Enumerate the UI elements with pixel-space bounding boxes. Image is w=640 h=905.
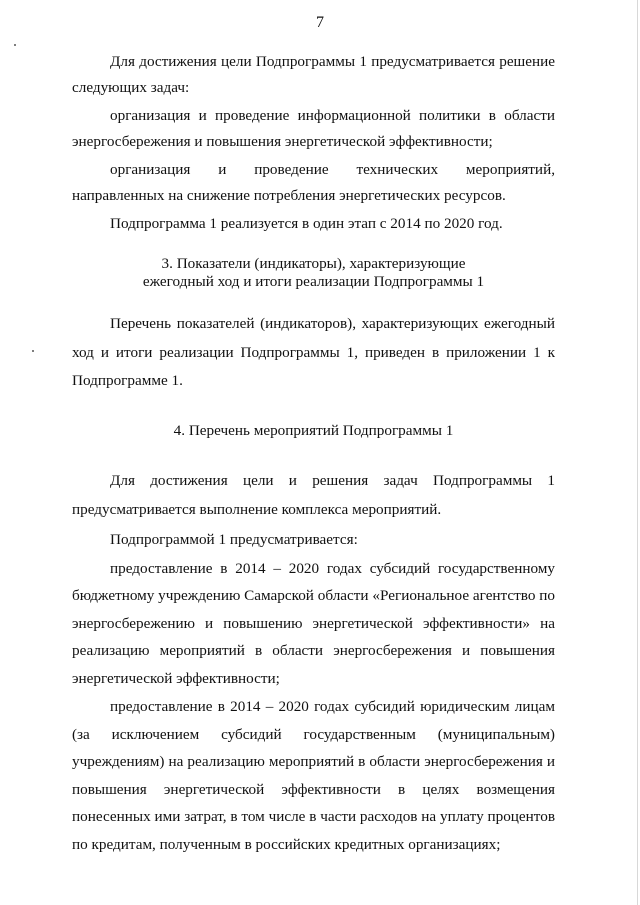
intro-paragraph-goal: Для достижения цели Подпрограммы 1 предусматривается решение следующих задач: bbox=[72, 53, 555, 96]
document-body bbox=[72, 49, 555, 858]
section-3-heading bbox=[72, 255, 555, 291]
section-4-paragraph-intro: Для достижения цели и решения задач Подпрограммы 1 предусматривается выполнение комплекса мероприятий. bbox=[72, 471, 555, 518]
page-number: 7 bbox=[316, 14, 324, 31]
intro-paragraph-stage: Подпрограмма 1 реализуется в один этап с 2014 по 2020 год. bbox=[110, 215, 503, 232]
scan-speck bbox=[32, 350, 34, 352]
section-4-paragraph-provides: Подпрограммой 1 предусматривается: bbox=[110, 530, 358, 548]
section-4-paragraph-subsidy-agency: предоставление в 2014 – 2020 годах субсидий государственному бюджетному учреждению Самарской области «Региональное агентство по энергосбережению и повышению энергетической эффективности» на реализацию мероприятий в области энергосбережения и повышения энергетической эффективности; bbox=[72, 559, 555, 687]
section-3-paragraph: Перечень показателей (индикаторов), характеризующих ежегодный ход и итоги реализации Подпрограммы 1, приведен в приложении 1 к Подпрограмме 1. bbox=[72, 315, 555, 389]
section-4-paragraph-subsidy-legal-entities: предоставление в 2014 – 2020 годах субсидий юридическим лицам (за исключением субсидий государственным (муниципальным) учреждениям) на реализацию мероприятий в области энергосбережения и повышения энергетической эффективности в целях возмещения понесенных ими затрат, в том числе в части расходов на уплату процентов по кредитам, полученным в российских кредитных организациях; bbox=[72, 698, 555, 853]
section-4-heading: 4. Перечень мероприятий Подпрограммы 1 bbox=[173, 421, 454, 439]
scan-speck bbox=[14, 44, 16, 46]
section-3-heading-line-2: ежегодный ход и итоги реализации Подпрограммы 1 bbox=[142, 273, 485, 290]
page-edge bbox=[637, 0, 638, 905]
section-3-heading-line-1: 3. Показатели (индикаторы), характеризующие bbox=[161, 255, 466, 272]
intro-paragraph-task-2: организация и проведение технических мероприятий, направленных на снижение потребления энергетических ресурсов. bbox=[72, 161, 555, 204]
intro-paragraph-task-1: организация и проведение информационной политики в области энергосбережения и повышения энергетической эффективности; bbox=[72, 107, 555, 150]
